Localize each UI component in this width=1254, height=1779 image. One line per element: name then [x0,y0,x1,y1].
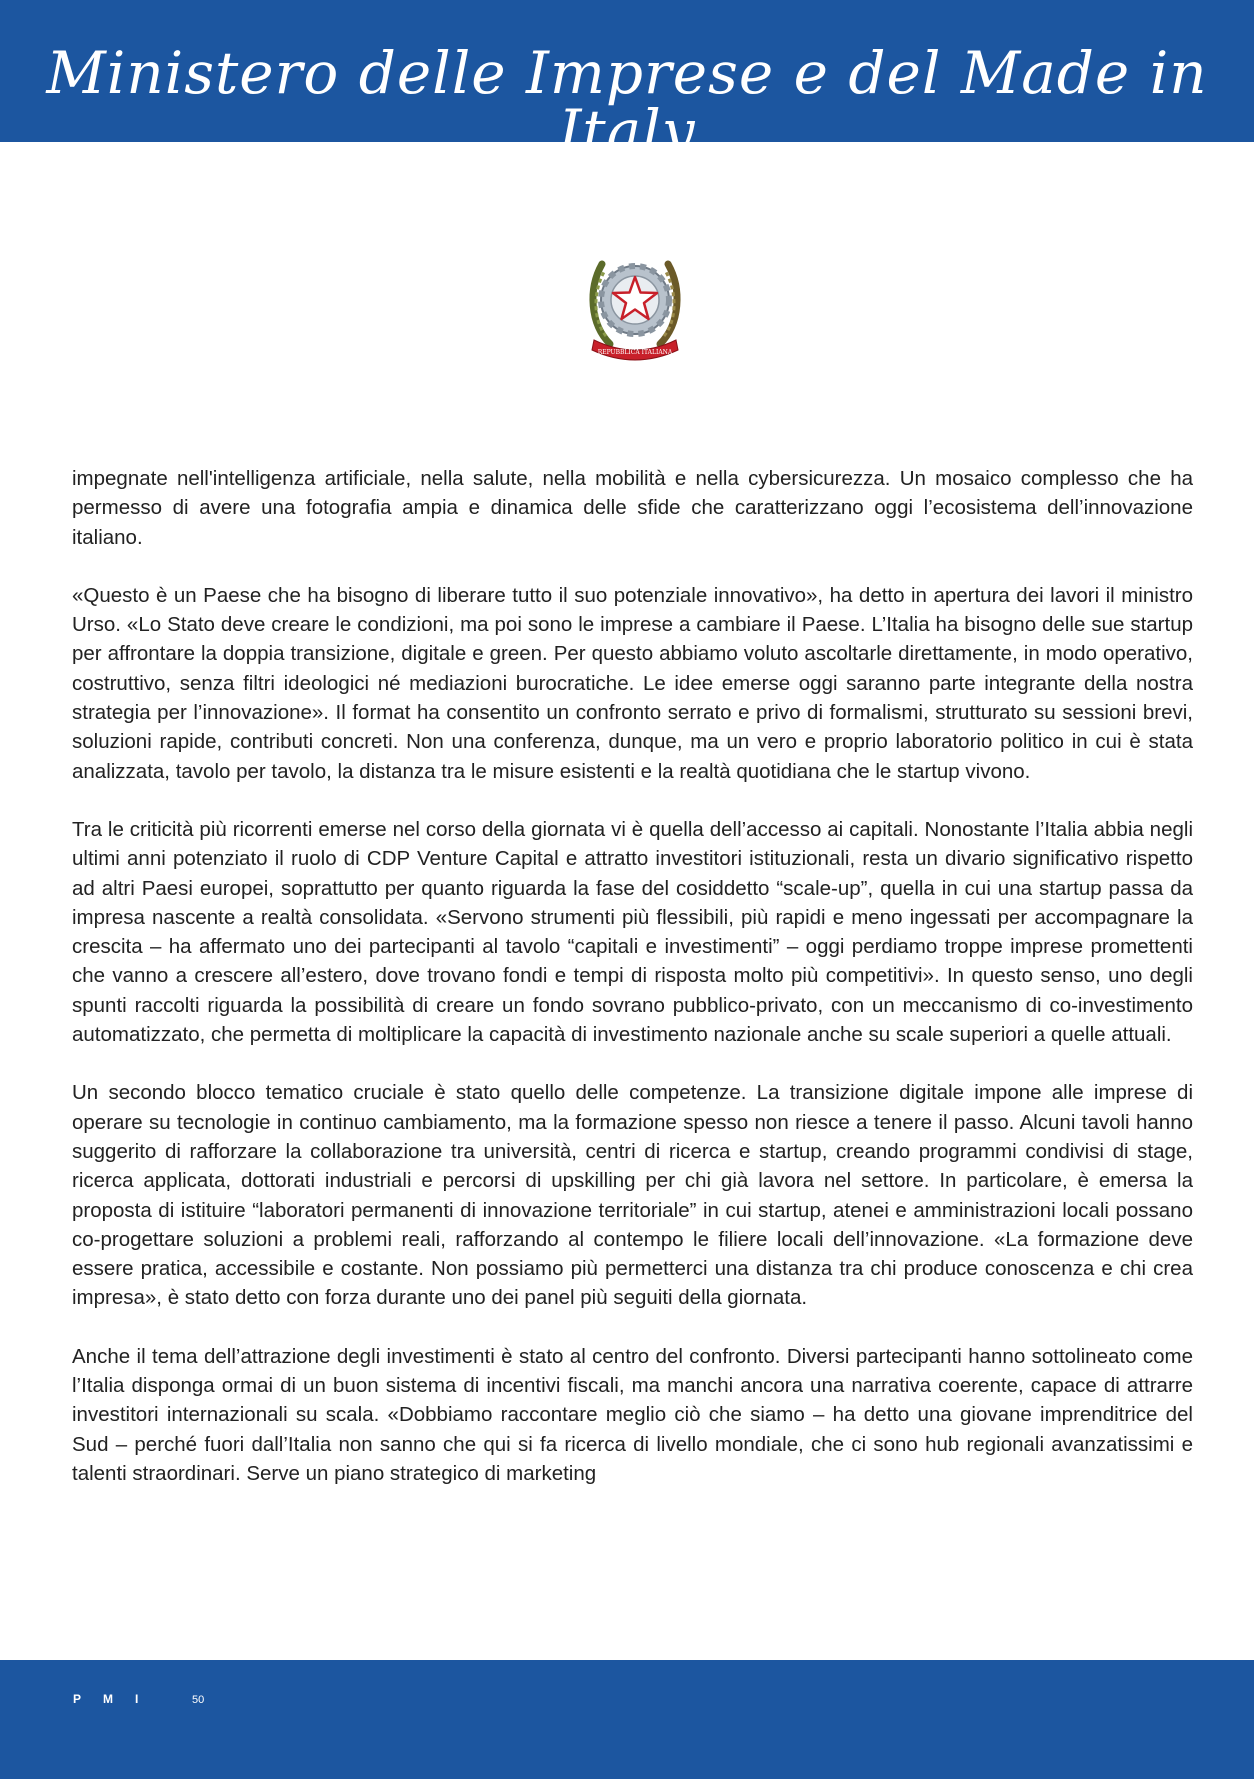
page-title: Ministero delle Imprese e del Made in Italy [46,39,1208,165]
footer-band [0,1660,1254,1779]
emblem-of-italy [580,244,690,364]
paragraph: Tra le criticità più ricorrenti emerse nel corso della giornata vi è quella dell’accesso ai capitali. Nonostante l’Italia abbia negli ultimi anni potenziato il ruolo di CDP Venture Capital e attratto investitori istituzionali, resta un divario significativo rispetto ad altri Paesi europei, soprattutto per quanto riguarda la fase del cosiddetto “scale-up”, quella in cui una startup passa da impresa nascente a realtà consolidata. «Servono strumenti più flessibili, più rapidi e meno ingessati per accompagnare la crescita – ha affermato uno dei partecipanti al tavolo “capitali e investimenti” – oggi perdiamo troppe imprese promettenti che vanno a crescere all’estero, dove trovano fondi e tempi di risposta molto più competitivi». In questo senso, uno degli spunti raccolti riguarda la possibilità di creare un fondo sovrano pubblico-privato, con un meccanismo di co-investimento automatizzato, che permetta di moltiplicare la capacità di investimento nazionale anche su scale superiori a quelle attuali. [72,817,1193,1047]
paragraph: «Questo è un Paese che ha bisogno di liberare tutto il suo potenziale innovativo», ha detto in apertura dei lavori il ministro Urso. «Lo Stato deve creare le condizioni, ma poi sono le imprese a cambiare il Paese. L’Italia ha bisogno delle sue startup per affrontare la doppia transizione, digitale e green. Per questo abbiamo voluto ascoltarle direttamente, in modo operativo, costruttivo, senza filtri ideologici né mediazioni burocratiche. Le idee emerse oggi saranno parte integrante della nostra strategia per l’innovazione». Il format ha consentito un confronto serrato e privo di formalismi, strutturato su sessioni brevi, soluzioni rapide, contributi concreti. Non una conferenza, dunque, ma un vero e proprio laboratorio politico in cui è stata analizzata, tavolo per tavolo, la distanza tra le misure esistenti e la realtà quotidiana che le startup vivono. [72,583,1193,783]
paragraph: Un secondo blocco tematico cruciale è stato quello delle competenze. La transizione digitale impone alle imprese di operare su tecnologie in continuo cambiamento, ma la formazione spesso non riesce a tenere il passo. Alcuni tavoli hanno suggerito di rafforzare la collaborazione tra università, centri di ricerca e startup, creando programmi condivisi di stage, ricerca applicata, dottorati industriali e percorsi di upskilling per chi già lavora nel settore. In particolare, è emersa la proposta di istituire “laboratori permanenti di innovazione territoriale” in cui startup, atenei e amministrazioni locali possano co-progettare soluzioni a problemi reali, rafforzando al contempo le filiere locali dell’innovazione. «La formazione deve essere pratica, accessibile e costante. Non possiamo più permetterci una distanza tra chi produce conoscenza e chi crea impresa», è stato detto con forza durante uno dei panel più seguiti della giornata. [72,1081,1193,1310]
page-number: 50 [192,1694,205,1706]
footer-label: PMI [73,1692,161,1706]
article-body [72,464,1193,1517]
paragraph: Anche il tema dell’attrazione degli investimenti è stato al centro del confronto. Diversi partecipanti hanno sottolineato come l’Italia disponga ormai di un buon sistema di incentivi fiscali, ma manchi ancora una narrativa coerente, capace di attrarre investitori internazionali su scala. «Dobbiamo raccontare meglio ciò che siamo – ha detto una giovane imprenditrice del Sud – perché fuori dall’Italia non sanno che qui si fa ricerca di livello mondiale, che ci sono hub regionali avanzatissimi e talenti straordinari. Serve un piano strategico di marketing [72,1344,1193,1485]
paragraph: impegnate nell'intelligenza artificiale, nella salute, nella mobilità e nella cybersicurezza. Un mosaico complesso che ha permesso di avere una fotografia ampia e dinamica delle sfide che caratterizzano oggi l’ecosistema dell’innovazione italiano. [72,467,1193,549]
emblem-ribbon-text: REPUBBLICA ITALIANA [597,349,673,356]
